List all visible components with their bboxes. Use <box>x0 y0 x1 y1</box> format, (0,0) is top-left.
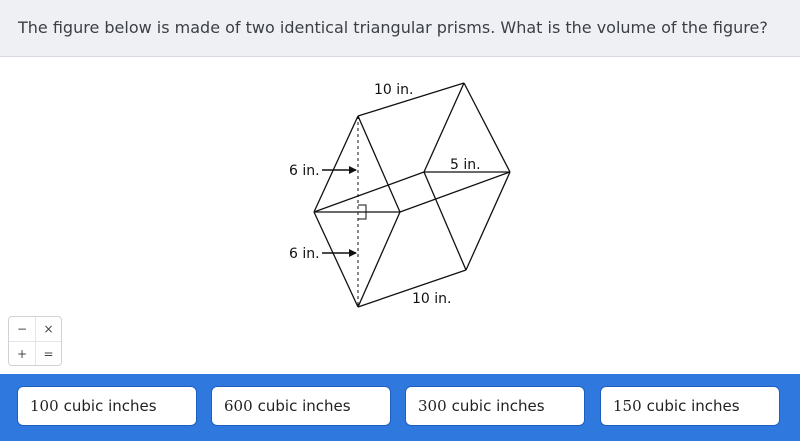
label-depth: 5 in. <box>450 157 481 173</box>
label-lower-height: 6 in. <box>289 246 320 262</box>
question-header <box>0 0 800 57</box>
answer-option-3[interactable] <box>405 386 585 426</box>
answer-number: 300 <box>418 397 447 415</box>
edge-left-upper <box>314 116 358 212</box>
answer-panel <box>0 374 800 441</box>
answer-option-2[interactable] <box>211 386 391 426</box>
answer-number: 600 <box>224 397 253 415</box>
label-upper-height: 6 in. <box>289 163 320 179</box>
figure-area <box>0 57 800 374</box>
answer-option-1[interactable] <box>17 386 197 426</box>
label-bottom-edge: 10 in. <box>412 291 452 307</box>
multiply-key[interactable]: × <box>35 317 61 341</box>
edge-middle-back <box>400 172 510 212</box>
answer-number: 150 <box>613 397 642 415</box>
edge-left-lower <box>314 212 358 307</box>
question-text: The figure below is made of two identical triangular prisms. What is the volume of the figure? <box>18 18 768 37</box>
calculator-widget <box>8 316 62 366</box>
answer-unit: cubic inches <box>451 397 545 415</box>
edge-middle-lower <box>314 172 424 212</box>
answer-unit: cubic inches <box>257 397 351 415</box>
answer-unit: cubic inches <box>63 397 157 415</box>
edge-outer-right-lower <box>466 172 510 270</box>
minus-key[interactable]: − <box>16 322 28 336</box>
plus-key[interactable]: + <box>9 341 35 365</box>
edge-front-lower <box>358 212 400 307</box>
prism-figure <box>0 57 800 374</box>
label-top-edge: 10 in. <box>374 82 414 98</box>
equals-key[interactable]: = <box>35 341 61 365</box>
answer-number: 100 <box>30 397 59 415</box>
edge-back-lower <box>424 172 466 270</box>
answer-option-4[interactable] <box>600 386 780 426</box>
edge-front-upper <box>358 116 400 212</box>
answer-unit: cubic inches <box>646 397 740 415</box>
